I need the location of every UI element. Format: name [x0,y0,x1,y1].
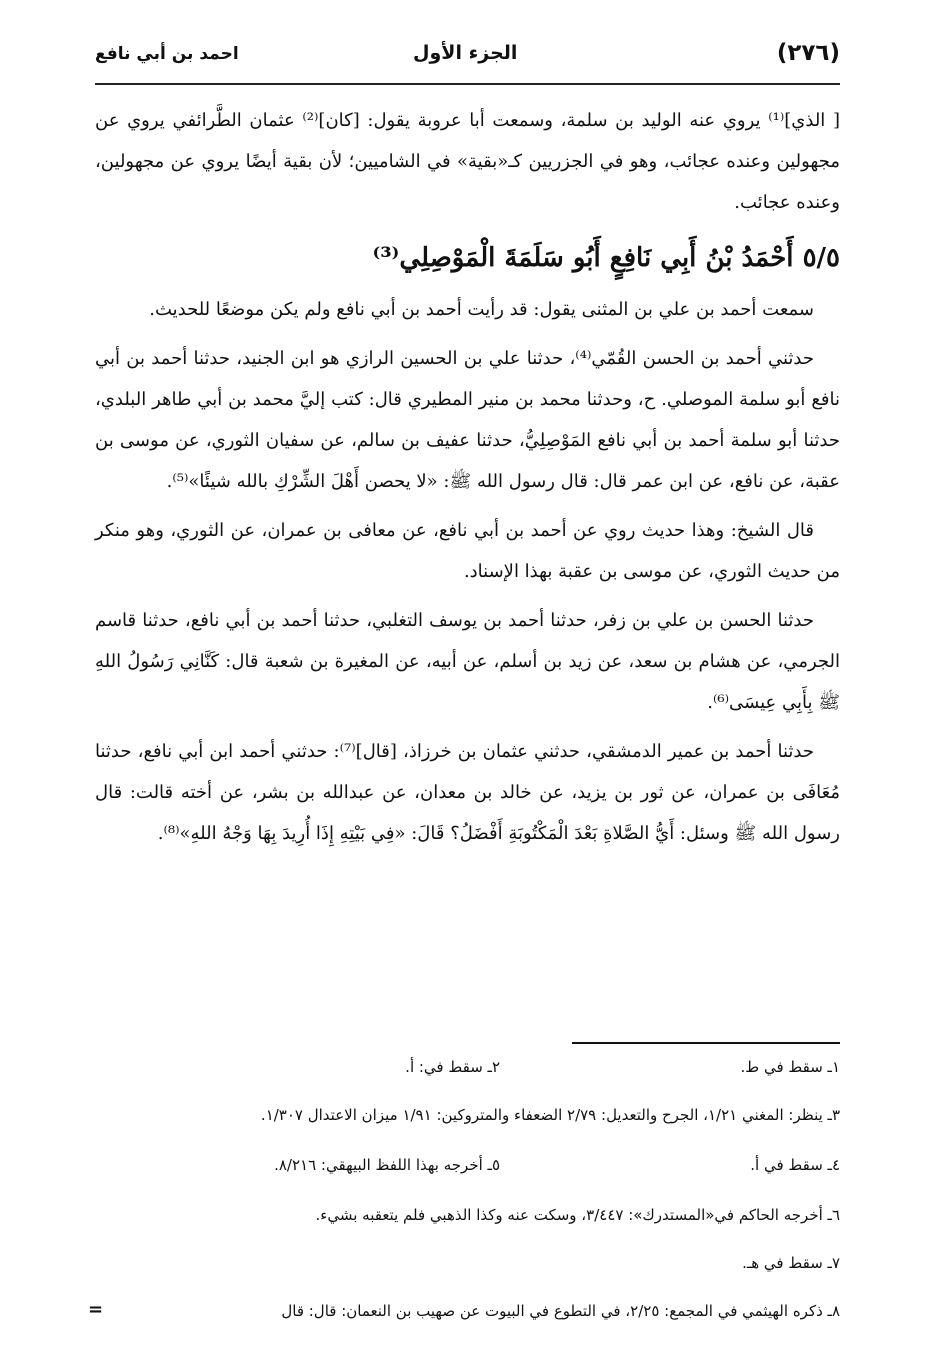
footnote-7: ٧ـ سقط في هـ. [742,1254,840,1272]
paragraph-1: [ الذي]⁽¹⁾ يروي عنه الوليد بن سلمة، وسمعت أبا عروبة يقول: [كان]⁽²⁾ عثمان الطَّرائفي يروي عن مجهولين وعنده عجائب، وهو في الجزريين كـ«بقية» في الشاميين؛ لأن بقية أيضًا يروي عن مجهولين، وعنده عجائب. [95,110,840,213]
footnote-1: ١ـ سقط في ط. [740,1058,840,1076]
paragraph-4: قال الشيخ: وهذا حديث روي عن أحمد بن أبي نافع، عن معافى بن عمران، عن الثوري، وهو منكر من حديث الثوري، عن موسى بن عقبة بهذا الإسناد. [95,520,840,582]
footnote-3: ٣ـ ينظر: المغني ١/٢١، الجرح والتعديل: ٢/٧٩ الضعفاء والمتروكين: ١/٩١ ميزان الاعتدال ١/٣٠٧. [260,1106,840,1124]
entry-heading: ٥/٥ أَحْمَدُ بْنُ أَبِي نَافِعٍ أَبُو سَلَمَةَ الْمَوْصِلِي⁽³⁾ [372,243,840,273]
continuation-mark: = [88,1299,104,1320]
page-number: (٢٧٦) [776,40,840,66]
paragraph-3: حدثني أحمد بن الحسن القُمّي⁽⁴⁾، حدثنا علي بن الحسين الرازي هو ابن الجنيد، حدثنا أحمد بن أبي نافع أبو سلمة الموصلي. ح، وحدثنا محمد بن منير المطيري قال: كتب إليَّ محمد بن أبي طاهر البلدي، حدثنا أبو سلمة أحمد بن أبي نافع المَوْصِلِيُّ، حدثنا عفيف بن سالم، عن سفيان الثوري، عن موسى بن عقبة، عن نافع، عن ابن عمر قال: قال رسول الله ﷺ: «لا يحصن أَهْلَ الشِّرْكِ بالله شيئًا»⁽⁵⁾. [95,348,840,492]
footnote-5: ٥ـ أخرجه بهذا اللفظ البيهقي: ٨/٢١٦. [274,1156,500,1174]
paragraph-2: سمعت أحمد بن علي بن المثنى يقول: قد رأيت أحمد بن أبي نافع ولم يكن موضعًا للحديث. [149,299,814,320]
paragraph-5: حدثنا الحسن بن علي بن زفر، حدثنا أحمد بن يوسف التغلبي، حدثنا أحمد بن أبي نافع، حدثنا قاسم الجرمي، عن هشام بن سعد، عن زيد بن أسلم، عن أبيه، عن المغيرة بن شعبة قال: كَنَّانِي رَسُولُ اللهِ ﷺ بِأَبِي عِيسَى⁽⁶⁾. [95,610,840,713]
volume-part-title: الجزء الأول [413,42,518,64]
footnote-2: ٢ـ سقط في: أ. [405,1058,500,1076]
running-title: احمد بن أبي نافع [95,44,239,64]
main-text [95,100,840,862]
footnote-4: ٤ـ سقط في أ. [750,1156,840,1174]
footnote-6: ٦ـ أخرجه الحاكم في«المستدرك»: ٣/٤٤٧، وسكت عنه وكذا الذهبي فلم يتعقبه بشيء. [315,1206,840,1224]
header-rule [95,83,840,85]
footnote-8: ٨ـ ذكره الهيثمي في المجمع: ٢/٢٥، في التطوع في البيوت عن صهيب بن النعمان: قال: قال [281,1302,840,1320]
paragraph-6: حدثنا أحمد بن عمير الدمشقي، حدثني عثمان بن خرزاذ، [قال]⁽⁷⁾: حدثني أحمد ابن أبي نافع، حدثنا مُعَافَى بن عمران، عن ثور بن يزيد، عن خالد بن معدان، عن عبدالله بن بشر، عن أخته قالت: قال رسول الله ﷺ وسئل: أَيُّ الصَّلاةِ بَعْدَ الْمَكْتُوبَةِ أَفْضَلُ؟ قَالَ: «فِي بَيْتِهِ إِذَا أُرِيدَ بِهَا وَجْهُ اللهِ»⁽⁸⁾. [95,741,840,844]
footnote-separator [572,1042,840,1044]
page-header [95,36,840,76]
